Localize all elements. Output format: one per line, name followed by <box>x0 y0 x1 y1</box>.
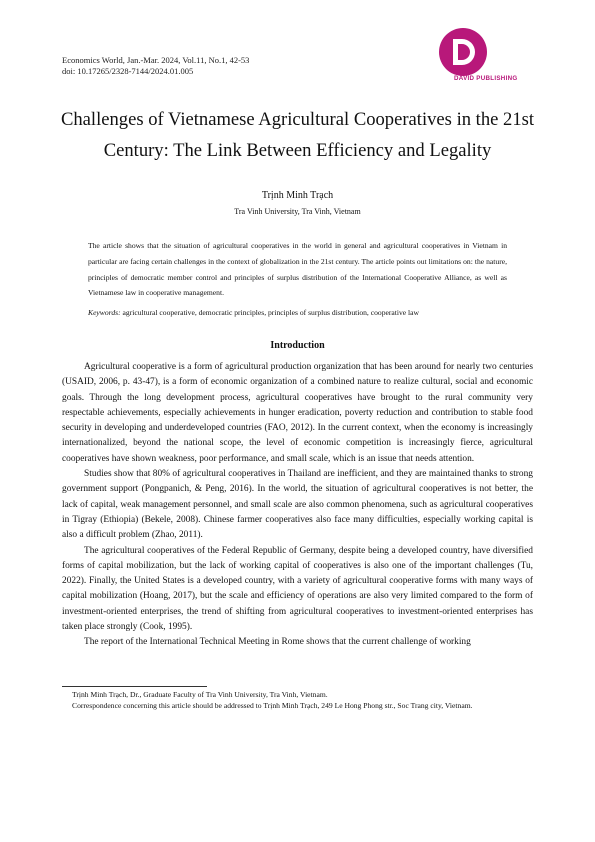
publisher-logo-text: DAVID PUBLISHING <box>454 75 518 82</box>
paragraph: Agricultural cooperative is a form of agricultural production organization that has been around for nearly two centuries (USAID, 2006, p. 43-47), is a form of economic organization of a combined nature to realize cultural, social and economic goals. Through the long development process, agricultural cooperatives have brought to the rural community very respectable achievements, especially achievements in hunger eradication, poverty reduction and contribution to stable food security in developing and underdeveloped countries (FAO, 2012). In the current context, when the economy is increasingly internationalized, beyond the national scope, the level of economic competition is increasingly fierce, agricultural cooperatives have shown weakness, poor performance, and small scale, which is an issue that needs attention. <box>62 362 533 464</box>
keywords-text: agricultural cooperative, democratic principles, principles of surplus distribution, cooperative law <box>120 308 420 317</box>
paragraph: The report of the International Technical Meeting in Rome shows that the current challenge of working <box>84 637 471 648</box>
keywords-label: Keywords: <box>88 308 121 317</box>
footnote-author: Trịnh Minh Trạch, Dr., Graduate Faculty of Tra Vinh University, Tra Vinh, Vietnam. <box>72 690 328 699</box>
doi: doi: 10.17265/2328-7144/2024.01.005 <box>62 66 194 76</box>
paragraph: The agricultural cooperatives of the Federal Republic of Germany, despite being a developed country, have diversified forms of capital mobilization, but the lack of working capital of cooperatives is also one of the important challenges (Tu, 2022). Finally, the United States is a developed country, with a variety of agricultural cooperative forms with many ways of capital mobilization (Hoang, 2017), but the scale and efficiency of operations are also very limited compared to the form of investment-oriented enterprises, the trend of shifting from agricultural cooperatives to investment-oriented enterprises has taken place strongly (Cook, 1995). <box>62 545 533 633</box>
footnote-divider <box>62 686 207 687</box>
publisher-logo <box>430 28 540 90</box>
journal-header <box>62 55 249 77</box>
author-affiliation: Tra Vinh University, Tra Vinh, Vietnam <box>234 207 361 216</box>
author-name: Trịnh Minh Trạch <box>261 190 334 201</box>
body-text <box>62 360 533 651</box>
journal-citation: Economics World, Jan.-Mar. 2024, Vol.11, No.1, 42-53 <box>62 55 250 65</box>
footnotes <box>62 690 533 711</box>
paragraph: Studies show that 80% of agricultural cooperatives in Thailand are inefficient, and they are maintained thanks to strong government support (Pongpanich, & Peng, 2016). In the world, the situation of agricultural cooperatives is not better, the lack of capital, weak management personnel, and small scale are also common phenomena, such as agricultural cooperatives in Tigray (Ethiopia) (Bekele, 2008). Chinese farmer cooperatives also face many difficulties, especially working capital is also a difficult problem (Zhao, 2011). <box>62 469 533 541</box>
title-line-2: Century: The Link Between Efficiency and Legality <box>103 140 492 161</box>
footnote-correspondence: Correspondence concerning this article should be addressed to Trịnh Minh Trạch, 249 Le Hong Phong str., Soc Trang city, Vietnam. <box>72 700 473 710</box>
paper-title <box>40 104 555 166</box>
keywords <box>88 308 507 317</box>
section-heading-introduction: Introduction <box>270 340 325 351</box>
title-line-1: Challenges of Vietnamese Agricultural Cooperatives in the 21st <box>60 109 535 130</box>
abstract: The article shows that the situation of agricultural cooperatives in the world in general and agricultural cooperatives in Vietnam in particular are facing certain challenges in the context of globalization in the 21st century. The article points out limitations on: the nature, principles of democratic member control and principles of surplus distribution of the International Cooperative Alliance, as well as Vietnamese law in cooperative management. <box>88 241 507 298</box>
